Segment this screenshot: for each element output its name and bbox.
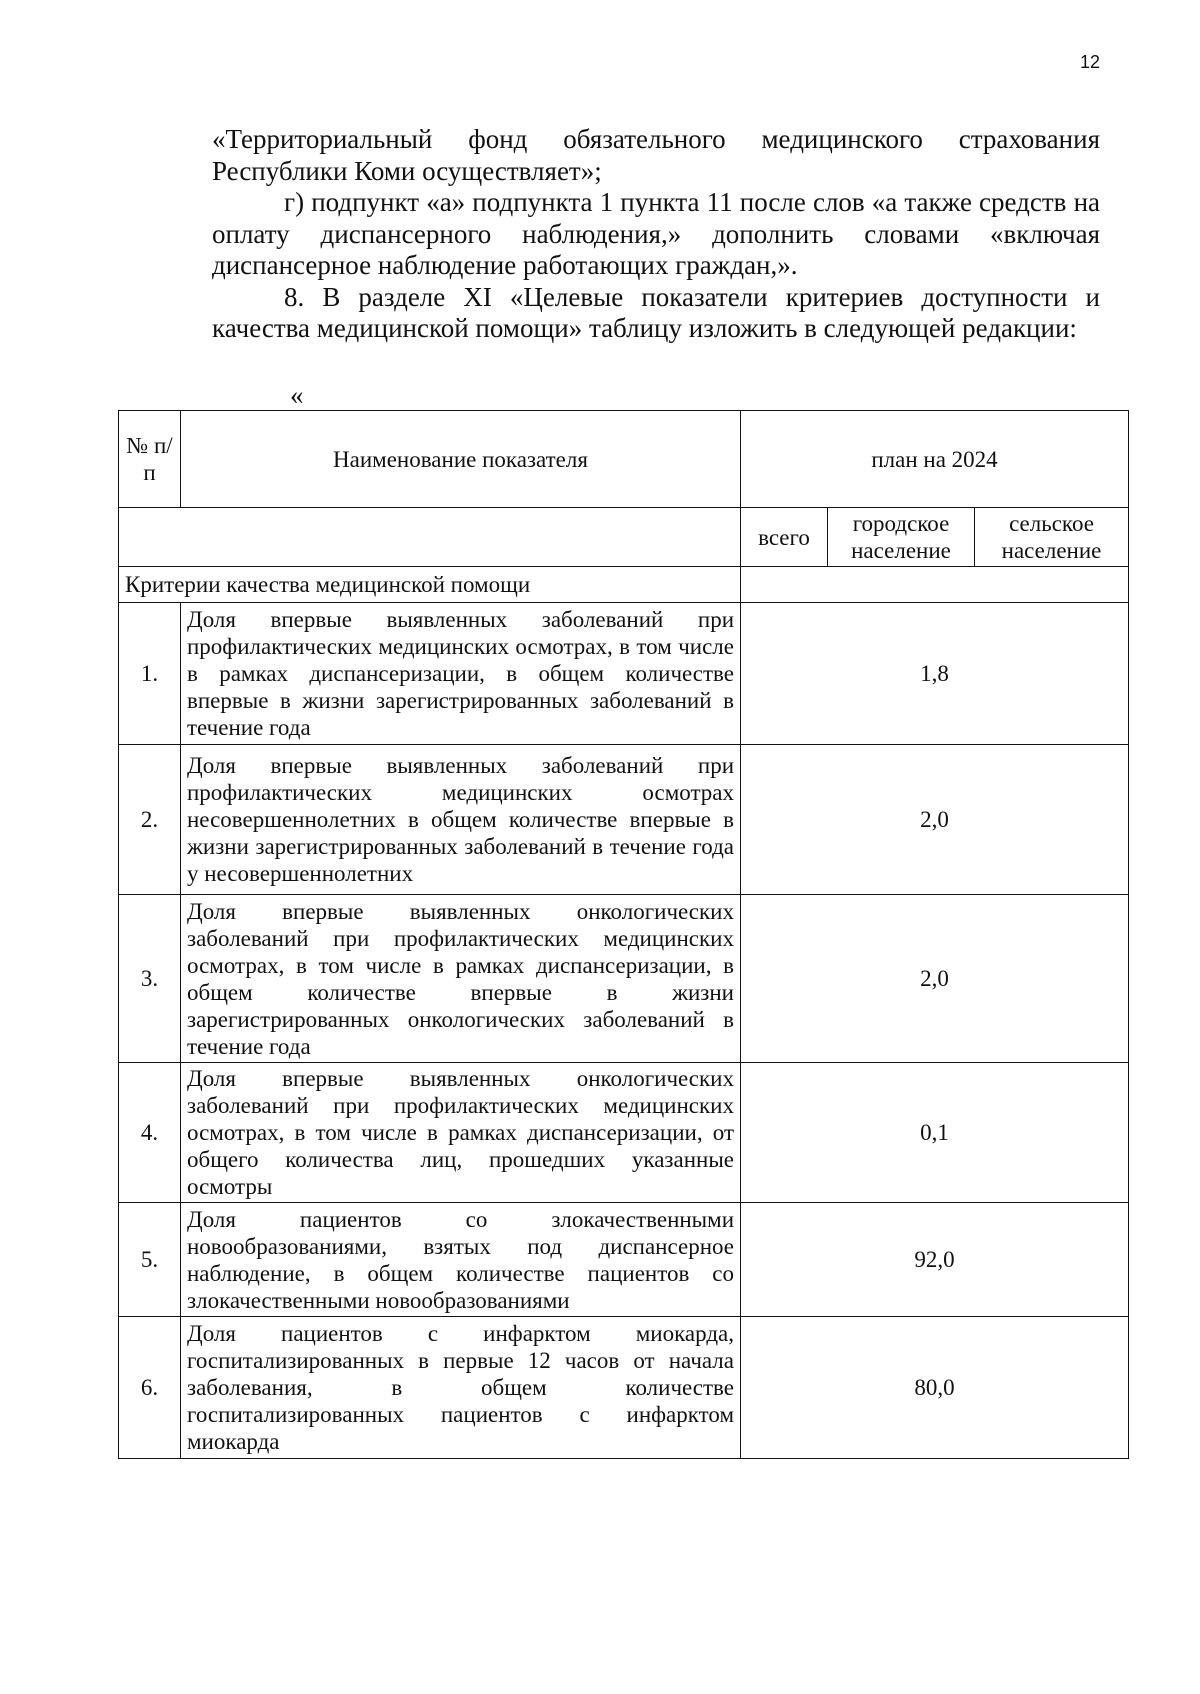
indicator-value: 2,0 (741, 895, 1129, 1063)
table-row (119, 1317, 1129, 1459)
table-row (119, 745, 1129, 895)
page-number: 12 (1080, 52, 1101, 72)
paragraph: 8. В разделе XI «Целевые показатели критериев доступности и качества медицинской помощи» таблицу изложить в следующей редакции: (212, 281, 1100, 343)
opening-quote: « (290, 380, 304, 410)
section-row (119, 567, 1129, 603)
indicators-table (118, 410, 1129, 1459)
indicator-name: Доля впервые выявленных онкологических заболеваний при профилактических медицинских осмотрах, в том числе в рамках диспансеризации, от общего количества лиц, прошедших указанные осмотры (181, 1063, 741, 1203)
paragraph: «Территориальный фонд обязательного медицинского страхования Республики Коми осуществляет»; (212, 124, 1100, 186)
indicator-value: 2,0 (741, 745, 1129, 895)
table-row (119, 603, 1129, 745)
indicator-value: 1,8 (741, 603, 1129, 745)
table-subheader-row (119, 508, 1129, 567)
subheader-empty (119, 508, 741, 567)
indicator-name: Доля впервые выявленных заболеваний при профилактических медицинских осмотрах несовершеннолетних в общем количестве впервые в жизни зарегистрированных заболеваний в течение года у несовершеннолетних (181, 745, 741, 895)
indicator-name: Доля пациентов с инфарктом миокарда, госпитализированных в первые 12 часов от начала заболевания, в общем количестве госпитализированных пациентов с инфарктом миокарда (181, 1317, 741, 1459)
row-number: 3. (119, 895, 181, 1063)
indicator-name: Доля пациентов со злокачественными новообразованиями, взятых под диспансерное наблюдение, в общем количестве пациентов со злокачественными новообразованиями (181, 1203, 741, 1317)
row-number: 2. (119, 745, 181, 895)
header-num: № п/п (119, 411, 181, 508)
subheader-rural: сельское население (975, 508, 1129, 567)
indicator-name: Доля впервые выявленных онкологических заболеваний при профилактических медицинских осмотрах, в том числе в рамках диспансеризации, в общем количестве впервые в жизни зарегистрированных онкологических заболеваний в течение года (181, 895, 741, 1063)
section-empty (741, 567, 1129, 603)
row-number: 4. (119, 1063, 181, 1203)
section-title: Критерии качества медицинской помощи (119, 567, 741, 603)
indicator-value: 0,1 (741, 1063, 1129, 1203)
indicator-name: Доля впервые выявленных заболеваний при профилактических медицинских осмотрах, в том числе в рамках диспансеризации, в общем количестве впервые в жизни зарегистрированных заболеваний в течение года (181, 603, 741, 745)
indicator-value: 80,0 (741, 1317, 1129, 1459)
indicator-value: 92,0 (741, 1203, 1129, 1317)
table-header-row (119, 411, 1129, 508)
subheader-urban: городское население (828, 508, 975, 567)
row-number: 6. (119, 1317, 181, 1459)
header-plan: план на 2024 (741, 411, 1129, 508)
row-number: 1. (119, 603, 181, 745)
body-text (212, 124, 1100, 345)
row-number: 5. (119, 1203, 181, 1317)
header-name: Наименование показателя (181, 411, 741, 508)
table-row (119, 895, 1129, 1063)
paragraph: г) подпункт «а» подпункта 1 пункта 11 после слов «а также средств на оплату диспансерного наблюдения,» дополнить словами «включая диспансерное наблюдение работающих граждан,». (212, 187, 1100, 280)
table-row (119, 1063, 1129, 1203)
table-row (119, 1203, 1129, 1317)
subheader-total: всего (741, 508, 828, 567)
